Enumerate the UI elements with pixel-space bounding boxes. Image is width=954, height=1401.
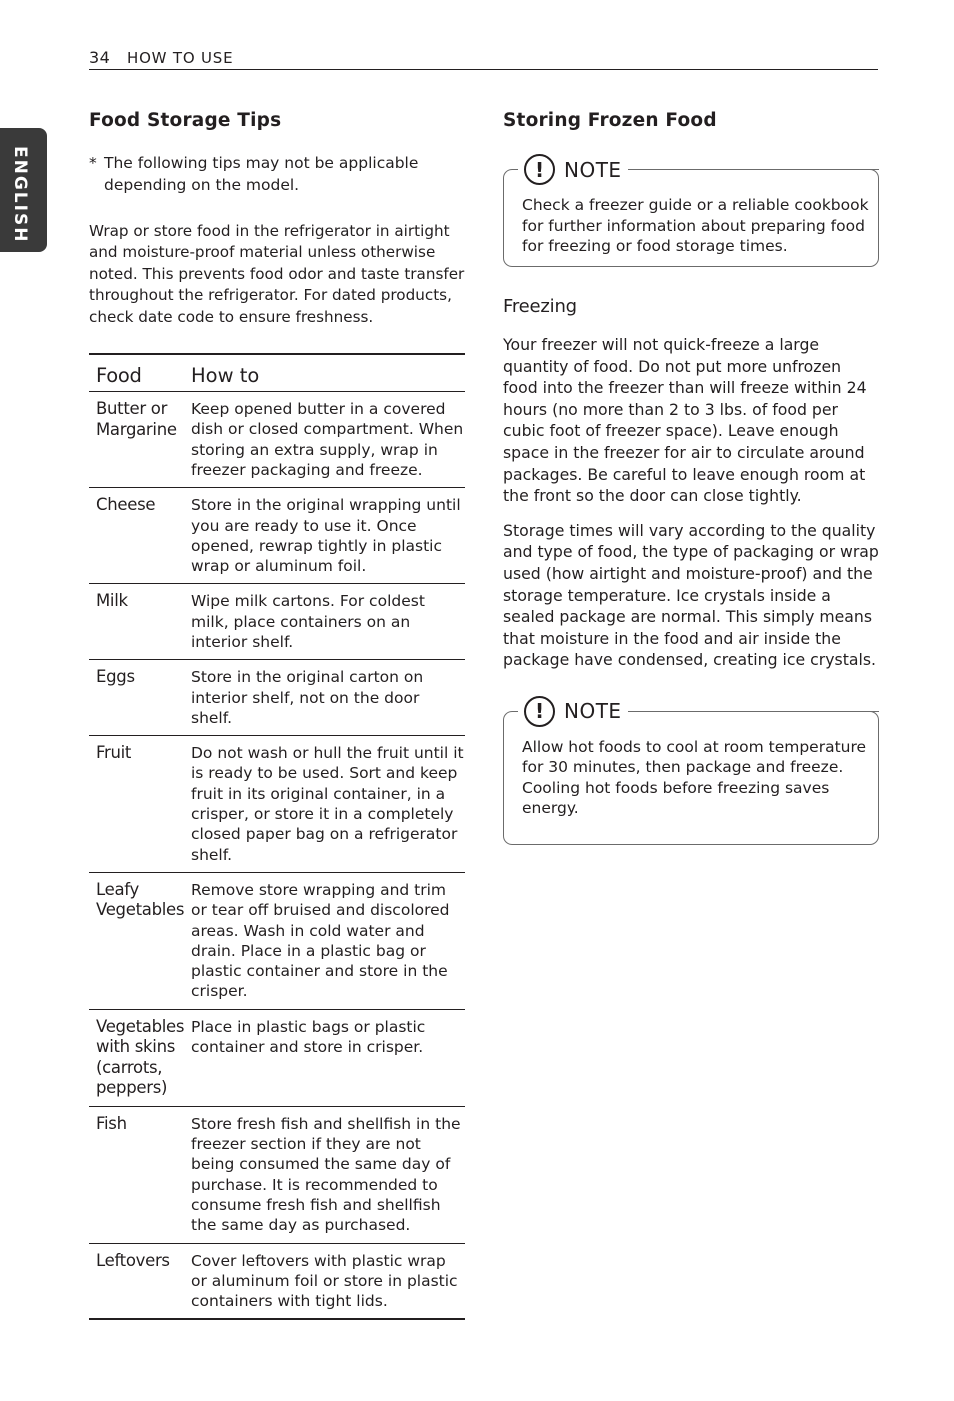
right-column <box>503 110 879 845</box>
food-cell: Milk <box>96 591 128 611</box>
language-tab-label: ENGLISH <box>10 146 30 244</box>
table-header-row <box>89 355 465 392</box>
table-row <box>89 1107 465 1244</box>
note-header <box>518 154 628 185</box>
page-number: 34 <box>89 48 111 67</box>
how-to-cell: Place in plastic bags or plastic container and store in crisper. <box>191 1017 426 1057</box>
table-row <box>89 488 465 584</box>
page-header <box>89 48 878 70</box>
storing-frozen-food-title: Storing Frozen Food <box>503 110 717 131</box>
food-storage-tips-title: Food Storage Tips <box>89 110 282 131</box>
food-cell: Vegetables with skins (carrots, peppers) <box>96 1016 185 1098</box>
left-column <box>89 110 465 1320</box>
note-label: NOTE <box>564 157 622 182</box>
table-row <box>89 736 465 873</box>
note-box-2 <box>503 699 879 845</box>
food-cell: Leafy Vegetables <box>96 879 185 920</box>
column-header-how-to: How to <box>191 364 260 388</box>
table-row <box>89 873 465 1010</box>
model-disclaimer <box>89 153 465 196</box>
how-to-cell: Remove store wrapping and trim or tear off bruised and discolored areas. Wash in cold water and drain. Place in a plastic bag or plastic container and store in the crisper. <box>191 880 450 1001</box>
how-to-cell: Store in the original wrapping until you are ready to use it. Once opened, rewrap tightly in plastic wrap or aluminum foil. <box>191 496 461 576</box>
note-text: Check a freezer guide or a reliable cookbook for further information about preparing food for freezing or food storage times. <box>522 196 869 255</box>
freezing-paragraph-2: Storage times will vary according to the quality and type of food, the type of packaging or wrap used (how airtight and moisture-proof) and the storage temperature. Ice crystals inside a sealed package are normal. This simply means that moisture in the food and air inside the package have condensed, creating ice crystals. <box>503 520 879 670</box>
table-row <box>89 1244 465 1321</box>
how-to-cell: Store fresh fish and shellfish in the freezer section if they are not being consumed the same day of purchase. It is recommended to consume fresh fish and shellfish the same day as purchased. <box>191 1114 461 1235</box>
how-to-cell: Wipe milk cartons. For coldest milk, place containers on an interior shelf. <box>191 592 425 651</box>
note-box-1 <box>503 157 879 267</box>
intro-paragraph: Wrap or store food in the refrigerator in airtight and moisture-proof material unless otherwise noted. This prevents food odor and taste transfer throughout the refrigerator. For dated products, check date code to ensure freshness. <box>89 222 465 326</box>
food-cell: Fruit <box>96 743 132 763</box>
how-to-cell: Cover leftovers with plastic wrap or aluminum foil or store in plastic containers with tight lids. <box>191 1251 458 1311</box>
food-cell: Fish <box>96 1113 127 1133</box>
how-to-cell: Do not wash or hull the fruit until it is ready to be used. Sort and keep fruit in its original container, in a crisper, or store it in a completely closed paper bag on a refrigerator shelf. <box>191 744 464 864</box>
exclamation-icon: ! <box>524 154 555 185</box>
food-cell: Butter or Margarine <box>96 399 177 439</box>
note-label: NOTE <box>564 699 622 724</box>
note-divider <box>644 169 879 170</box>
note-text: Allow hot foods to cool at room temperature for 30 minutes, then package and freeze. Cooling hot foods before freezing saves energy. <box>522 737 867 818</box>
freezing-paragraph-1: Your freezer will not quick-freeze a large quantity of food. Do not put more unfrozen food into the freezer than will freeze within 24 hours (no more than 2 to 3 lbs. of food per cubic foot of freezer space). Leave enough space in the freezer for air to circulate around packages. Be careful to leave enough room at the front so the door can close tightly. <box>503 335 867 506</box>
table-row <box>89 1010 465 1107</box>
table-row <box>89 392 465 488</box>
disclaimer-text: The following tips may not be applicable depending on the model. <box>104 154 419 194</box>
asterisk: * <box>89 154 97 172</box>
food-cell: Cheese <box>96 495 156 515</box>
food-cell: Eggs <box>96 667 135 687</box>
exclamation-icon: ! <box>524 696 555 727</box>
section-title: HOW TO USE <box>127 49 234 67</box>
food-storage-table <box>89 353 465 1320</box>
food-cell: Leftovers <box>96 1250 170 1270</box>
how-to-cell: Store in the original carton on interior shelf, not on the door shelf. <box>191 668 424 727</box>
note-header <box>518 696 628 727</box>
note-divider <box>644 711 879 712</box>
language-tab <box>0 128 47 252</box>
column-header-food: Food <box>96 364 142 388</box>
table-row <box>89 660 465 736</box>
table-row <box>89 584 465 660</box>
freezing-subtitle: Freezing <box>503 296 577 317</box>
how-to-cell: Keep opened butter in a covered dish or closed compartment. When storing an extra supply, wrap in freezer packaging and freeze. <box>191 400 464 479</box>
